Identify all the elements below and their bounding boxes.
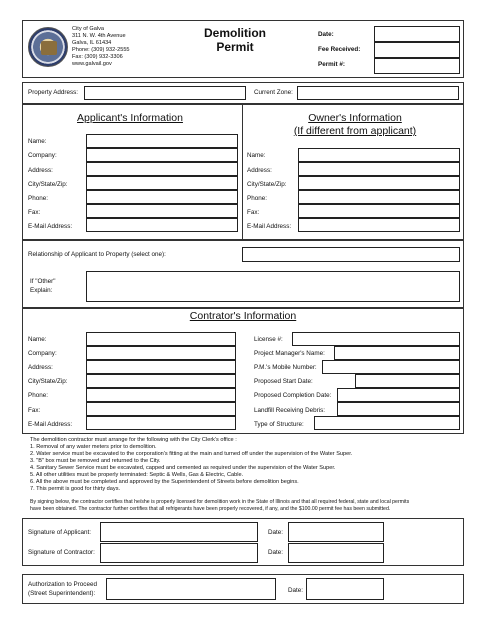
contractor-company-label: Company: <box>28 350 57 357</box>
project-manager-field[interactable] <box>334 346 460 360</box>
project-manager-label: Project Manager's Name: <box>254 350 325 357</box>
contractor-heading: Contrator's Information <box>189 310 297 322</box>
seal-emblem <box>41 41 57 55</box>
pm-mobile-field[interactable] <box>322 360 460 374</box>
structure-type-field[interactable] <box>314 416 460 430</box>
landfill-field[interactable] <box>337 402 460 416</box>
owner-email-field[interactable] <box>298 218 460 232</box>
contractor-name-label: Name: <box>28 336 47 343</box>
applicant-fax-field[interactable] <box>86 204 238 218</box>
owner-city-label: City/State/Zip: <box>247 181 287 188</box>
form-title-line2: Permit <box>216 40 254 54</box>
authorization-date-label: Date: <box>288 587 304 594</box>
applicant-email-field[interactable] <box>86 218 238 232</box>
landfill-label: Landfill Receiving Debris: <box>254 407 326 414</box>
applicant-city-label: City/State/Zip: <box>28 181 68 188</box>
applicant-name-label: Name: <box>28 138 47 145</box>
permit-number-field[interactable] <box>374 58 460 74</box>
current-zone-field[interactable] <box>297 86 459 100</box>
contractor-fax-label: Fax: <box>28 407 41 414</box>
owner-phone-field[interactable] <box>298 190 460 204</box>
city-seal-logo <box>28 27 68 67</box>
notice-item-4: 4. Sanitary Sewer Service must be excavated, capped and cemented as required under the supervision of the Water Super. <box>30 465 336 471</box>
owner-address-label: Address: <box>247 167 272 174</box>
applicant-company-field[interactable] <box>86 148 238 162</box>
certification-line2: have been obtained. The contractor further certifies that all refrigerants have been properly recovered, if any, and the $100.00 permit fee has been submitted. <box>30 506 391 512</box>
applicant-date-label: Date: <box>268 529 284 536</box>
city-name: City of Galva <box>72 26 105 32</box>
explain-label: Explain: <box>30 287 53 294</box>
completion-date-label: Proposed Completion Date: <box>254 392 332 399</box>
license-field[interactable] <box>292 332 460 346</box>
pm-mobile-label: P.M.'s Mobile Number: <box>254 364 317 371</box>
notice-intro: The demolition contractor must arrange for the following with the City Clerk's office : <box>30 437 237 443</box>
contractor-city-field[interactable] <box>86 374 236 388</box>
contractor-phone-label: Phone: <box>28 392 48 399</box>
contractor-name-field[interactable] <box>86 332 236 346</box>
authorization-signature-field[interactable] <box>106 578 276 600</box>
permit-number-label: Permit #: <box>318 61 345 68</box>
notice-item-6: 6. All the above must be completed and approved by the Superintendent of Streets before demolition begins. <box>30 479 299 485</box>
contractor-address-field[interactable] <box>86 360 236 374</box>
city-phone: Phone: (309) 932-2555 <box>72 47 130 53</box>
city-fax: Fax: (309) 932-3306 <box>72 54 123 60</box>
completion-date-field[interactable] <box>337 388 460 402</box>
authorization-label-line1: Authorization to Proceed <box>28 581 97 588</box>
city-address2: Galva, IL 61434 <box>72 40 112 46</box>
property-address-label: Property Address: <box>28 89 79 96</box>
applicant-name-field[interactable] <box>86 134 238 148</box>
applicant-address-label: Address: <box>28 167 53 174</box>
authorization-date-field[interactable] <box>306 578 384 600</box>
other-label: If "Other" <box>30 278 56 285</box>
start-date-label: Proposed Start Date: <box>254 378 313 385</box>
owner-name-field[interactable] <box>298 148 460 162</box>
authorization-label-line2: (Street Superintendent): <box>28 590 96 597</box>
fee-received-label: Fee Received: <box>318 46 361 53</box>
owner-address-field[interactable] <box>298 162 460 176</box>
start-date-field[interactable] <box>355 374 460 388</box>
contractor-fax-field[interactable] <box>86 402 236 416</box>
owner-heading-line1: Owner's Information <box>308 112 402 124</box>
contractor-address-label: Address: <box>28 364 53 371</box>
contractor-signature-label: Signature of Contractor: <box>28 549 95 556</box>
owner-city-field[interactable] <box>298 176 460 190</box>
contractor-company-field[interactable] <box>86 346 236 360</box>
applicant-owner-divider <box>242 104 243 240</box>
contractor-date-field[interactable] <box>288 543 384 563</box>
owner-name-label: Name: <box>247 152 266 159</box>
applicant-city-field[interactable] <box>86 176 238 190</box>
applicant-signature-field[interactable] <box>100 522 258 542</box>
notice-item-7: 7. This permit is good for thirty days. <box>30 486 121 492</box>
notice-item-5: 5. All other utilities must be properly terminated: Septic & Wells, Gas & Electric, Cable. <box>30 472 244 478</box>
date-field[interactable] <box>374 26 460 42</box>
contractor-city-label: City/State/Zip: <box>28 378 68 385</box>
other-explain-field[interactable] <box>86 271 460 302</box>
notice-item-1: 1. Removal of any water meters prior to demolition. <box>30 444 157 450</box>
owner-fax-label: Fax: <box>247 209 260 216</box>
city-website: www.galvail.gov <box>72 61 112 67</box>
applicant-phone-field[interactable] <box>86 190 238 204</box>
date-label: Date: <box>318 31 334 38</box>
applicant-fax-label: Fax: <box>28 209 41 216</box>
relationship-label: Relationship of Applicant to Property (select one): <box>28 251 166 258</box>
contractor-signature-field[interactable] <box>100 543 258 563</box>
applicant-date-field[interactable] <box>288 522 384 542</box>
notice-item-3: 3. "B" box must be removed and returned to the City. <box>30 458 161 464</box>
contractor-email-label: E-Mail Address: <box>28 421 73 428</box>
contractor-date-label: Date: <box>268 549 284 556</box>
applicant-phone-label: Phone: <box>28 195 48 202</box>
relationship-select[interactable] <box>242 247 460 262</box>
applicant-email-label: E-Mail Address: <box>28 223 73 230</box>
applicant-heading: Applicant's Information <box>77 112 183 124</box>
structure-type-label: Type of Structure: <box>254 421 304 428</box>
city-address1: 311 N. W. 4th Avenue <box>72 33 126 39</box>
certification-line1: By signing below, the contractor certifies that he/she is properly licensed for demolition work in the State of Illinois and that all required federal, state and local permits <box>30 499 410 505</box>
applicant-signature-label: Signature of Applicant: <box>28 529 92 536</box>
owner-phone-label: Phone: <box>247 195 267 202</box>
owner-heading-line2: (If different from applicant) <box>293 125 417 137</box>
applicant-address-field[interactable] <box>86 162 238 176</box>
fee-received-field[interactable] <box>374 42 460 58</box>
contractor-email-field[interactable] <box>86 416 236 430</box>
property-address-field[interactable] <box>84 86 246 100</box>
current-zone-label: Current Zone: <box>254 89 293 96</box>
contractor-phone-field[interactable] <box>86 388 236 402</box>
notice-item-2: 2. Water service must be excavated to the corporation's fitting at the main and turned off under the supervision of the Water Super. <box>30 451 353 457</box>
form-title-line1: Demolition <box>204 26 266 40</box>
applicant-company-label: Company: <box>28 152 57 159</box>
owner-fax-field[interactable] <box>298 204 460 218</box>
owner-email-label: E-Mail Address: <box>247 223 292 230</box>
license-label: License #: <box>254 336 283 343</box>
